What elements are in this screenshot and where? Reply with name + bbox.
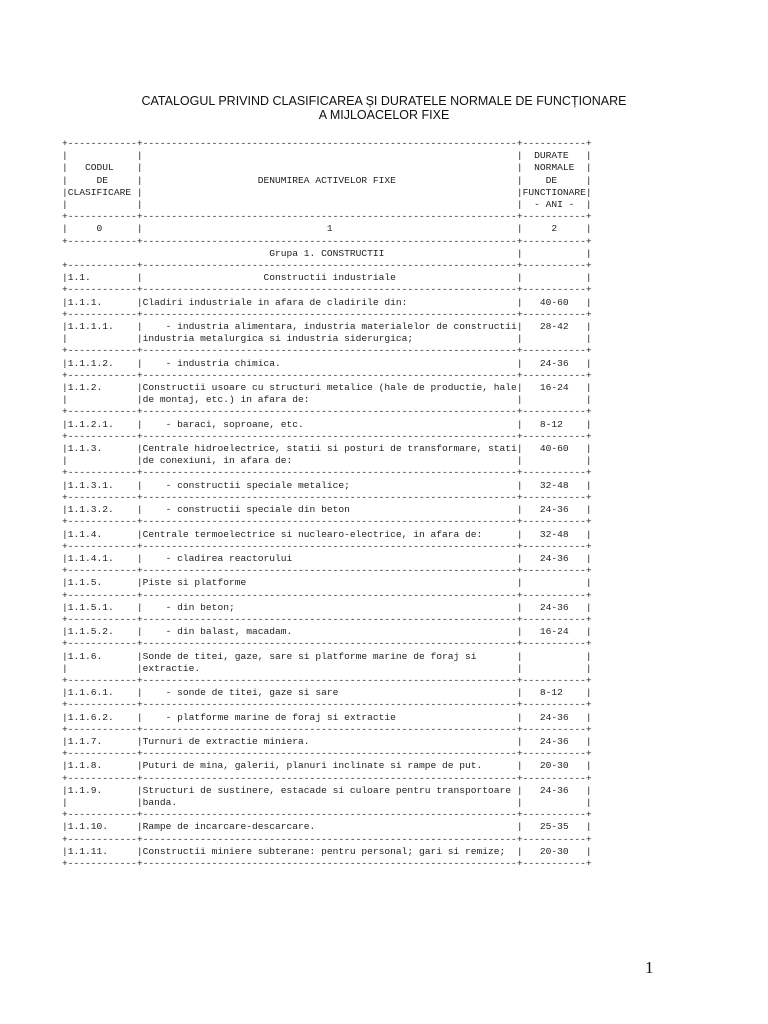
page-number: 1 xyxy=(645,958,654,977)
document-title-line1: CATALOGUL PRIVIND CLASIFICAREA ȘI DURATELE NORMALE DE FUNCȚIONARE xyxy=(141,94,627,108)
classification-table: +------------+-----------------------------------------------------------------+-----------+ | | | DURATE | | CODUL | | NORMALE | | DE | DENUMIREA ACTIVELOR FIXE | DE | |CLASIFICARE | |FUNCTIONARE| | | | - ANI - | +------------+-----------------------------------------------------------------+-----------+ | 0 | 1 | 2 | +------------+-----------------------------------------------------------------+-----------+ Grupa 1. CONSTRUCTII | | +------------+-----------------------------------------------------------------+-----------+ |1.1. | Constructii industriale | | +------------+-----------------------------------------------------------------+-----------+ |1.1.1. |Cladiri industriale in afara de cladirile din: | 40-60 | +------------+-----------------------------------------------------------------+-----------+ |1.1.1.1. | - industria alimentara, industria materialelor de constructii| 28-42 | | |industria metalurgica si industria siderurgica; | | +------------+-----------------------------------------------------------------+-----------+ |1.1.1.2. | - industria chimica. | 24-36 | +------------+-----------------------------------------------------------------+-----------+ |1.1.2. |Constructii usoare cu structuri metalice (hale de productie, hale| 16-24 | | |de montaj, etc.) in afara de: | | +------------+-----------------------------------------------------------------+-----------+ |1.1.2.1. | - baraci, soproane, etc. | 8-12 | +------------+-----------------------------------------------------------------+-----------+ |1.1.3. |Centrale hidroelectrice, statii si posturi de transformare, stati| 40-60 | | |de conexiuni, in afara de: | | +------------+-----------------------------------------------------------------+-----------+ |1.1.3.1. | - constructii speciale metalice; | 32-48 | +------------+-----------------------------------------------------------------+-----------+ |1.1.3.2. | - constructii speciale din beton | 24-36 | +------------+-----------------------------------------------------------------+-----------+ |1.1.4. |Centrale termoelectrice si nucleаro-electrice, in afara de: | 32-48 | +------------+-----------------------------------------------------------------+-----------+ |1.1.4.1. | - cladirea reactorului | 24-36 | +------------+-----------------------------------------------------------------+-----------+ |1.1.5. |Piste si platforme | | +------------+-----------------------------------------------------------------+-----------+ |1.1.5.1. | - din beton; | 24-36 | +------------+-----------------------------------------------------------------+-----------+ |1.1.5.2. | - din balast, macadam. | 16-24 | +------------+-----------------------------------------------------------------+-----------+ |1.1.6. |Sonde de titei, gaze, sare si platforme marine de foraj si | | | |extractie. | | +------------+-----------------------------------------------------------------+-----------+ |1.1.6.1. | - sonde de titei, gaze si sare | 8-12 | +------------+-----------------------------------------------------------------+-----------+ |1.1.6.2. | - platforme marine de foraj si extractie | 24-36 | +------------+-----------------------------------------------------------------+-----------+ |1.1.7. |Turnuri de extractie miniera. | 24-36 | +------------+-----------------------------------------------------------------+-----------+ |1.1.8. |Puturi de mina, galerii, planuri inclinate si rampe de put. | 20-30 | +------------+-----------------------------------------------------------------+-----------+ |1.1.9. |Structuri de sustinere, estacade si culoare pentru transportoare | 24-36 | | |banda. | | +------------+-----------------------------------------------------------------+-----------+ |1.1.10. |Rampe de incarcare-descarcare. | 25-35 | +------------+-----------------------------------------------------------------+-----------+ |1.1.11. |Constructii miniere subterane: pentru personal; gari si remize; | 20-30 | +------------+-----------------------------------------------------------------+-----------+ xyxy=(62,138,592,869)
document-title-line2: A MIJLOACELOR FIXE xyxy=(318,108,450,122)
